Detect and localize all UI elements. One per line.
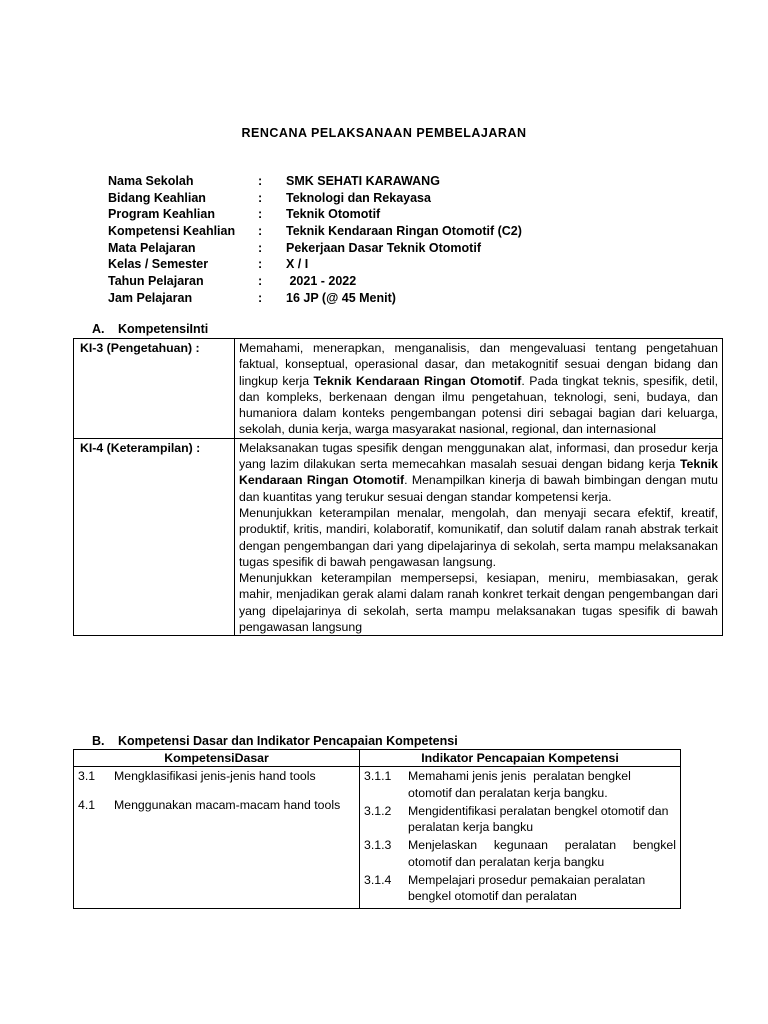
identity-key: Tahun Pelajaran <box>108 274 204 289</box>
identity-value: 16 JP (@ 45 Menit) <box>286 290 396 305</box>
section-a-heading <box>92 322 208 336</box>
table-row <box>74 767 681 908</box>
item-number: 3.1.4 <box>364 873 392 888</box>
column-header: Indikator Pencapaian Kompetensi <box>360 750 681 767</box>
ipk-cell <box>360 767 681 908</box>
identity-key: Mata Pelajaran <box>108 240 196 255</box>
identity-row <box>108 191 522 208</box>
identity-value: X / I <box>286 257 309 272</box>
identity-row <box>108 224 522 241</box>
list-item <box>364 768 676 801</box>
item-text: Memahami jenis jenis peralatan bengkel otomotif dan peralatan kerja bangku. <box>408 769 635 800</box>
identity-row <box>108 174 522 191</box>
section-label: Kompetensi Dasar dan Indikator Pencapaian Kompetensi <box>118 734 458 748</box>
item-text: Menggunakan macam-macam hand tools <box>114 797 341 812</box>
document-title: RENCANA PELAKSANAAN PEMBELAJARAN <box>241 126 527 140</box>
identity-value: Teknologi dan Rekayasa <box>286 190 431 205</box>
kd-cell <box>74 767 360 908</box>
identity-row <box>108 274 522 291</box>
identity-sep: : <box>258 190 263 205</box>
ki-description <box>235 438 723 636</box>
identity-row <box>108 241 522 258</box>
kd-ipk-table <box>73 749 681 909</box>
identity-key: Jam Pelajaran <box>108 290 193 305</box>
ki-bold-text: Teknik Kendaraan Ringan Otomotif <box>313 373 522 388</box>
ki-bold-text: Teknik Kendaraan Ringan Otomotif <box>239 457 718 488</box>
list-item <box>364 803 676 836</box>
ki-paragraph: Menunjukkan keterampilan menalar, mengolah, dan menyaji secara efektif, kreatif, produktif, kritis, mandiri, kolaboratif, komunikatif, dan solutif dalam ranah abstrak terkait dengan pengembangan dari yang dipelajarinya di sekolah, serta mampu melaksanakan tugas spesifik di bawah pengawasan langsung. <box>239 505 718 569</box>
identity-key: Nama Sekolah <box>108 174 194 188</box>
identity-key: Kompetensi Keahlian <box>108 224 236 239</box>
identity-key: Bidang Keahlian <box>108 190 206 205</box>
ki-label: KI-4 (Keterampilan) : <box>74 438 235 636</box>
list-item <box>364 872 676 905</box>
identity-sep: : <box>258 274 263 289</box>
item-text: Mempelajari prosedur pemakaian peralatan bengkel otomotif dan peralatan <box>408 873 646 904</box>
ki-label: KI-3 (Pengetahuan) : <box>74 339 235 439</box>
list-item <box>78 768 355 784</box>
ki-text: Memahami, menerapkan, menganalisis, dan mengevaluasi tentang pengetahuan faktual, konseptual, operasional dasar, dan metakognitif sesuai dengan bidang dan lingkup kerja <box>239 341 718 388</box>
column-header: KompetensiDasar <box>74 750 360 767</box>
section-number: A. <box>92 322 105 336</box>
ki-paragraph <box>239 440 718 505</box>
list-item <box>78 797 355 813</box>
identity-sep: : <box>258 224 263 239</box>
item-number: 4.1 <box>78 797 96 812</box>
identity-sep: : <box>258 290 263 305</box>
ki-row <box>74 438 723 636</box>
identity-value: Teknik Otomotif <box>286 207 381 222</box>
item-number: 3.1 <box>78 769 96 784</box>
kompetensi-inti-table <box>73 338 723 636</box>
identity-sep: : <box>258 207 263 222</box>
identity-sep: : <box>258 257 263 272</box>
item-number: 3.1.2 <box>364 803 392 818</box>
ki-paragraph: Menunjukkan keterampilan mempersepsi, kesiapan, meniru, membiasakan, gerak mahir, menjadikan gerak alami dalam ranah konkret terkait dengan pengembangan dari yang dipelajarinya di sekolah, serta mampu melaksanakan tugas spesifik di bawah pengawasan langsung <box>239 571 718 635</box>
identity-key: Kelas / Semester <box>108 257 209 272</box>
identity-value: Pekerjaan Dasar Teknik Otomotif <box>286 240 481 255</box>
section-number: B. <box>92 734 105 748</box>
ki-row <box>74 339 723 439</box>
list-item <box>364 837 676 870</box>
table-header-row <box>74 750 681 767</box>
identity-value: 2021 - 2022 <box>286 274 357 289</box>
section-label: KompetensiInti <box>118 322 209 336</box>
section-b-heading <box>92 734 458 748</box>
item-number: 3.1.3 <box>364 838 392 853</box>
identity-value: SMK SEHATI KARAWANG <box>286 174 440 188</box>
item-number: 3.1.1 <box>364 769 392 784</box>
identity-table <box>108 174 522 308</box>
identity-sep: : <box>258 174 263 188</box>
identity-row <box>108 257 522 274</box>
identity-row <box>108 207 522 224</box>
ki-text: . Pada tingkat teknis, spesifik, detil, dan kompleks, berkenaan dengan ilmu pengetahuan, teknologi, seni, budaya, dan humaniora dalam konteks pengembangan potensi diri sebagai bagian dari keluarga, sekolah, dunia kerja, warga masyarakat nasional, regional, dan internasional <box>239 373 718 437</box>
ki-text: . Menampilkan kinerja di bawah bimbingan dengan mutu dan kuantitas yang terukur sesuai dengan standar kompetensi kerja. <box>239 473 718 504</box>
identity-value: Teknik Kendaraan Ringan Otomotif (C2) <box>286 224 522 239</box>
item-text: Mengklasifikasi jenis-jenis hand tools <box>114 769 316 784</box>
item-text: Mengidentifikasi peralatan bengkel otomotif dan peralatan kerja bangku <box>408 803 669 835</box>
ki-text: Melaksanakan tugas spesifik dengan menggunakan alat, informasi, dan prosedur kerja yang lazim dilakukan serta memecahkan masalah sesuai dengan bidang kerja <box>239 440 718 472</box>
ki-description <box>235 339 723 439</box>
identity-key: Program Keahlian <box>108 207 215 222</box>
identity-row <box>108 291 522 308</box>
identity-sep: : <box>258 240 263 255</box>
item-text: Menjelaskan kegunaan peralatan bengkel otomotif dan peralatan kerja bangku <box>408 838 676 869</box>
